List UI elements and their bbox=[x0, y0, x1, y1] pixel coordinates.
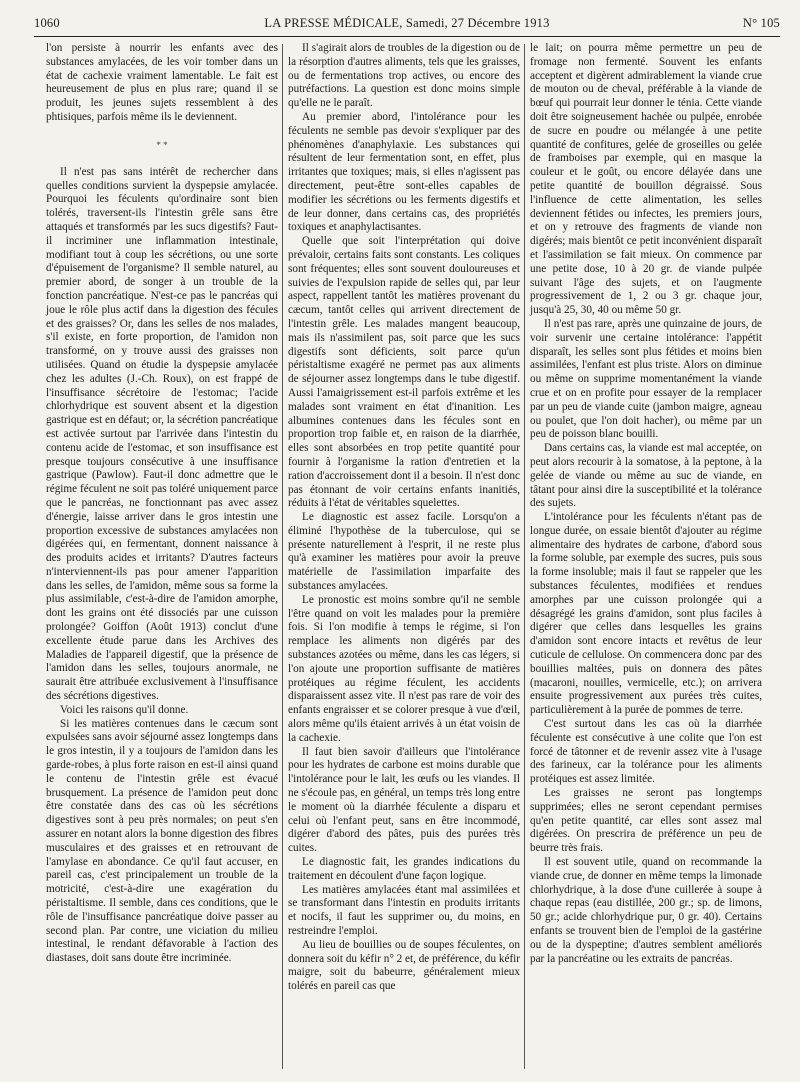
issue-number: N° 105 bbox=[742, 16, 780, 30]
paragraph: le lait; on pourra même permettre un peu de fromage non fermenté. Souvent les enfants acceptent et digèrent admirablement la viande crue de mouton ou de cheval, préférable à la viande de bœuf qui pourrait leur donner le ténia. Cette viande doit être soigneusement hachée ou pulpée, enrobée de sucre en poudre ou mélangée à une petite quantité de confitures, gelée de groseilles ou gelée de framboises par exemple, qui en masque la couleur et le goût, ou encore délayée dans une petite quantité de bouillon dégraissé. Sous l'influence de cette alimentation, les selles deviennent fétides ou infectes, les premiers jours, et on y retrouve des fragments de viande non digérés; mais bientôt ce petit inconvénient disparaît et l'assimilation se fait mieux. On commence par une petite dose, 10 à 20 gr. de viande pulpée suivant l'âge des sujets, et on l'augmente progressivement de 1, 2 ou 3 gr. chaque jour, jusqu'à 25, 30, 40 ou même 50 gr. bbox=[530, 42, 762, 317]
paragraph: Voici les raisons qu'il donne. bbox=[60, 703, 189, 716]
paragraph: Le pronostic est moins sombre qu'il ne semble l'être quand on voit les malades pour la première fois. Si l'on modifie à temps le régime, si l'on remplace les aliments non digérés par des substances azotées ou même, dans les cas légers, si l'on ajoute une proportion suffisante de matières protéiques au régime féculent, les accidents disparaissent assez vite. Il n'est pas rare de voir des enfants engraisser et se colorer presque à vue d'œil, alors même qu'ils étaient arrivés à un état voisin de la cachexie. bbox=[288, 593, 520, 744]
paragraph: Au premier abord, l'intolérance pour les féculents ne semble pas devoir s'expliquer par des phénomènes d'anaphylaxie. Les substances qui résultent de leur fermentation sont, en effet, plus irritantes que toxiques; mais, si elles n'agissent pas directement, peut-être sont-elles capables de modifier les sécrétions ou les ferments digestifs et de leur donner, dans certains cas, des propriétés toxiques et anaphylactisantes. bbox=[288, 110, 520, 234]
paragraph: L'intolérance pour les féculents n'étant pas de longue durée, on essaie bientôt d'ajouter au régime alimentaire des hydrates de carbone, d'abord sous la forme soluble, par exemple des sucres, puis sous la forme insoluble; mais il faut se rappeler que les substances féculentes, modifiées et rendues amorphes par une cuisson prolongée qui a désagrégé les grains d'amidon, sont plus faciles à digérer que celles dans lesquelles les grains d'amidon sont encore intacts et revêtus de leur cuticule de cellulose. On commencera donc par des bouillies maltées, puis on donnera des pâtes (macaroni, nouilles, vermicelle, etc.); on arrivera ensuite progressivement aux purées très cuites, particulièrement à la purée de pommes de terre. bbox=[530, 511, 762, 717]
paragraph: Au lieu de bouillies ou de soupes féculentes, on donnera soit du kéfir n° 2 et, de préférence, du kéfir maigre, soit du babeurre, généralement mieux tolérés en pareil cas que bbox=[288, 938, 520, 993]
column-divider bbox=[282, 44, 283, 1069]
page-number: 1060 bbox=[34, 16, 60, 30]
paragraph: Dans certains cas, la viande est mal acceptée, on peut alors recourir à la somatose, à la peptone, à la gelée de viande ou même au suc de viande, en tâtant pour ainsi dire la susceptibilité et la tolérance des sujets. bbox=[530, 442, 762, 510]
paragraph: Si les matières contenues dans le cæcum sont expulsées sans avoir séjourné assez longtemps dans le gros intestin, il y a toujours de l'amidon dans les garde-robes, à plus forte raison en est-il ainsi quand le contenu de l'intestin grêle est évacué brusquement. La présence de l'amidon peut donc être constatée dans des cas où les sécrétions digestives sont à peu près normales; on peut s'en assurer en notant alors la bonne digestion des fibres musculaires et des graisses et en retrouvant de l'amylase en abondance. Ce qu'il faut accuser, en pareil cas, c'est principalement un trouble de la motricité, c'est-à-dire une exagération du péristaltisme. Il semble, dans ces conditions, que le rôle de l'insuffisance pancréatique doive passer au second plan. Par contre, une viciation du milieu intestinal, le rendant défavorable à l'action des diastases, doit sans doute être incriminée. bbox=[46, 717, 278, 965]
text-column-2 bbox=[288, 42, 520, 994]
paragraph: Le diagnostic est assez facile. Lorsqu'on a éliminé l'hypothèse de la tuberculose, qui se présente naturellement à l'esprit, il ne reste plus qu'à examiner les matières pour avoir la preuve matérielle de l'assimilation imparfaite des substances amylacées. bbox=[288, 511, 520, 593]
column-divider bbox=[524, 44, 525, 1069]
text-column-1 bbox=[46, 42, 278, 966]
paragraph: Les matières amylacées étant mal assimilées et se transformant dans l'intestin en produits irritants et nocifs, il faut les supprimer ou, du moins, en restreindre l'emploi. bbox=[288, 883, 520, 937]
paragraph: Quelle que soit l'interprétation qui doive prévaloir, certains faits sont constants. Les coliques sont fréquentes; elles sont souvent douloureuses et suivies de l'expulsion rapide de selles qui, par leur aspect, rappellent tantôt les matières provenant du cæcum, tantôt celles qui arrivent directement de l'intestin grêle. Les malades mangent beaucoup, mais ils n'assimilent pas, soit parce que les sucs digestifs sont déficients, soit parce qu'un péristaltisme exagéré ne permet pas aux aliments de séjourner assez longtemps dans le tube digestif. Aussi l'amaigrissement est-il parfois extrême et les malades sont vraiment en état d'inanition. Les albumines contenues dans les fécules sont en proportion trop faible et, en raison de la diarrhée, elles sont absorbées en trop petite quantité pour fournir à l'organisme la ration d'entretien et la ration d'accroissement dont il a besoin. Il n'est donc pas étonnant de voir certains enfants inanitiés, réduits à l'état de véritables squelettes. bbox=[288, 235, 520, 510]
paragraph: Il n'est pas sans intérêt de rechercher dans quelles conditions survient la dyspepsie amylacée. Pourquoi les féculents qu'ordinaire sont bien tolérés, traversent-ils l'intestin grêle sans être attaqués et transformés par les sucs digestifs? Faut-il incriminer une inflammation intestinale, modifiant tout à coup les sécrétions, ou une sorte d'épuisement de l'organisme? Il semble naturel, au premier abord, de songer à un trouble de la fonction pancréatique. N'est-ce pas le pancréas qui joue le rôle plus actif dans la digestion des fécules et des graisses? Or, dans les selles de nos malades, s'il existe, en forte proportion, de l'amidon non transformé, on y trouve aussi des graisses non utilisées. Quand on étudie la dyspepsie amylacée chez les adultes (J.-Ch. Roux), on est frappé de l'insuffisance sécrétoire de l'estomac; l'acide chlorhydrique est souvent absent et la digestion gastrique est en défaut; or, la sécrétion pancréatique est activée surtout par l'arrivée dans l'intestin du contenu acide de l'estomac, et son insuffisance est presque toujours consécutive à une insuffisance gastrique (Pawlow). Faut-il donc admettre que le régime féculent ne soit pas toléré uniquement parce que le pancréas, ne fonctionnant pas avec assez d'énergie, laisse arriver dans le gros intestin une proportion excessive de substances amylacées non digérées qui, en fermentant, donnent naissance à des produits acides et irritants? D'autres facteurs n'interviennent-ils pas pour amener l'apparition dans les selles, de l'amidon, même sous sa forme la plus assimilable, c'est-à-dire de l'amidon amorphe, dont les grains ont été dissociés par une cuisson prolongée? Goiffon (Août 1913) conclut d'une excellente étude parue dans les Archives des Maladies de l'appareil digestif, que la présence de l'amidon dans les selles, toujours anormale, ne saurait être attribuée exclusivement à l'insuffisance des sécrétions digestives. bbox=[46, 165, 278, 703]
paragraph: Il faut bien savoir d'ailleurs que l'intolérance pour les hydrates de carbone est moins durable que l'intolérance pour le lait, les œufs ou les viandes. Il ne s'écoule pas, en général, un temps très long entre le moment où la diarrhée féculente a disparu et celui où l'enfant peut, sans en être incommodé, digérer d'abord des pâtes, puis des purées très cuites. bbox=[288, 745, 520, 855]
paragraph: Les graisses ne seront pas longtemps supprimées; elles ne seront cependant permises qu'en petite quantité, car elles sont assez mal digérées. On prescrira de préférence un peu de beurre très frais. bbox=[530, 787, 762, 855]
paragraph: l'on persiste à nourrir les enfants avec des substances amylacées, de les voir tomber dans un état de cachexie vraiment lamentable. Le fait est heureusement de plus en plus rare; quand il se produit, les jeunes sujets ressemblent à des phtisiques, parfois même ils le deviennent. bbox=[46, 42, 278, 123]
section-separator: * * bbox=[156, 139, 168, 150]
journal-title: LA PRESSE MÉDICALE, Samedi, 27 Décembre 1913 bbox=[264, 16, 550, 30]
paragraph: Il s'agirait alors de troubles de la digestion ou de la résorption d'autres aliments, tels que les graisses, ou de fermentations trop actives, ou encore des putréfactions. La question est donc moins simple qu'elle ne le paraît. bbox=[288, 42, 520, 110]
paragraph: Il n'est pas rare, après une quinzaine de jours, de voir survenir une certaine intolérance: l'appétit disparaît, les selles sont plus fétides et moins bien assimilées, l'enfant est plus triste. Alors on diminue ou même on supprime momentanément la viande crue et on en profite pour essayer de la remplacer par un peu de viande cuite (jambon maigre, agneau ou poulet, que l'on doit hacher), ou même par un peu de poisson blanc bouilli. bbox=[530, 317, 762, 441]
paragraph: Le diagnostic fait, les grandes indications du traitement en découlent d'une façon logique. bbox=[288, 856, 520, 882]
page-header bbox=[34, 14, 780, 37]
paragraph: Il est souvent utile, quand on recommande la viande crue, de donner en même temps la limonade chlorhydrique, à la dose d'une cuillerée à soupe à chaque repas (eau distillée, 200 gr.; sp. de limons, 50 gr.; acide chlorhydrique pur, 0 gr. 40). Certains enfants se trouvent bien de l'emploi de la gastérine ou de la dyspeptine; d'autres semblent améliorés par la pancréatine ou les extraits de pancréas. bbox=[530, 856, 762, 965]
paragraph: C'est surtout dans les cas où la diarrhée féculente est consécutive à une colite que l'on est forcé de tâtonner et de revenir assez vite à l'usage des farineux, car la tolérance pour les aliments protéiques est assez limitée. bbox=[530, 718, 762, 786]
text-column-3 bbox=[530, 42, 762, 966]
